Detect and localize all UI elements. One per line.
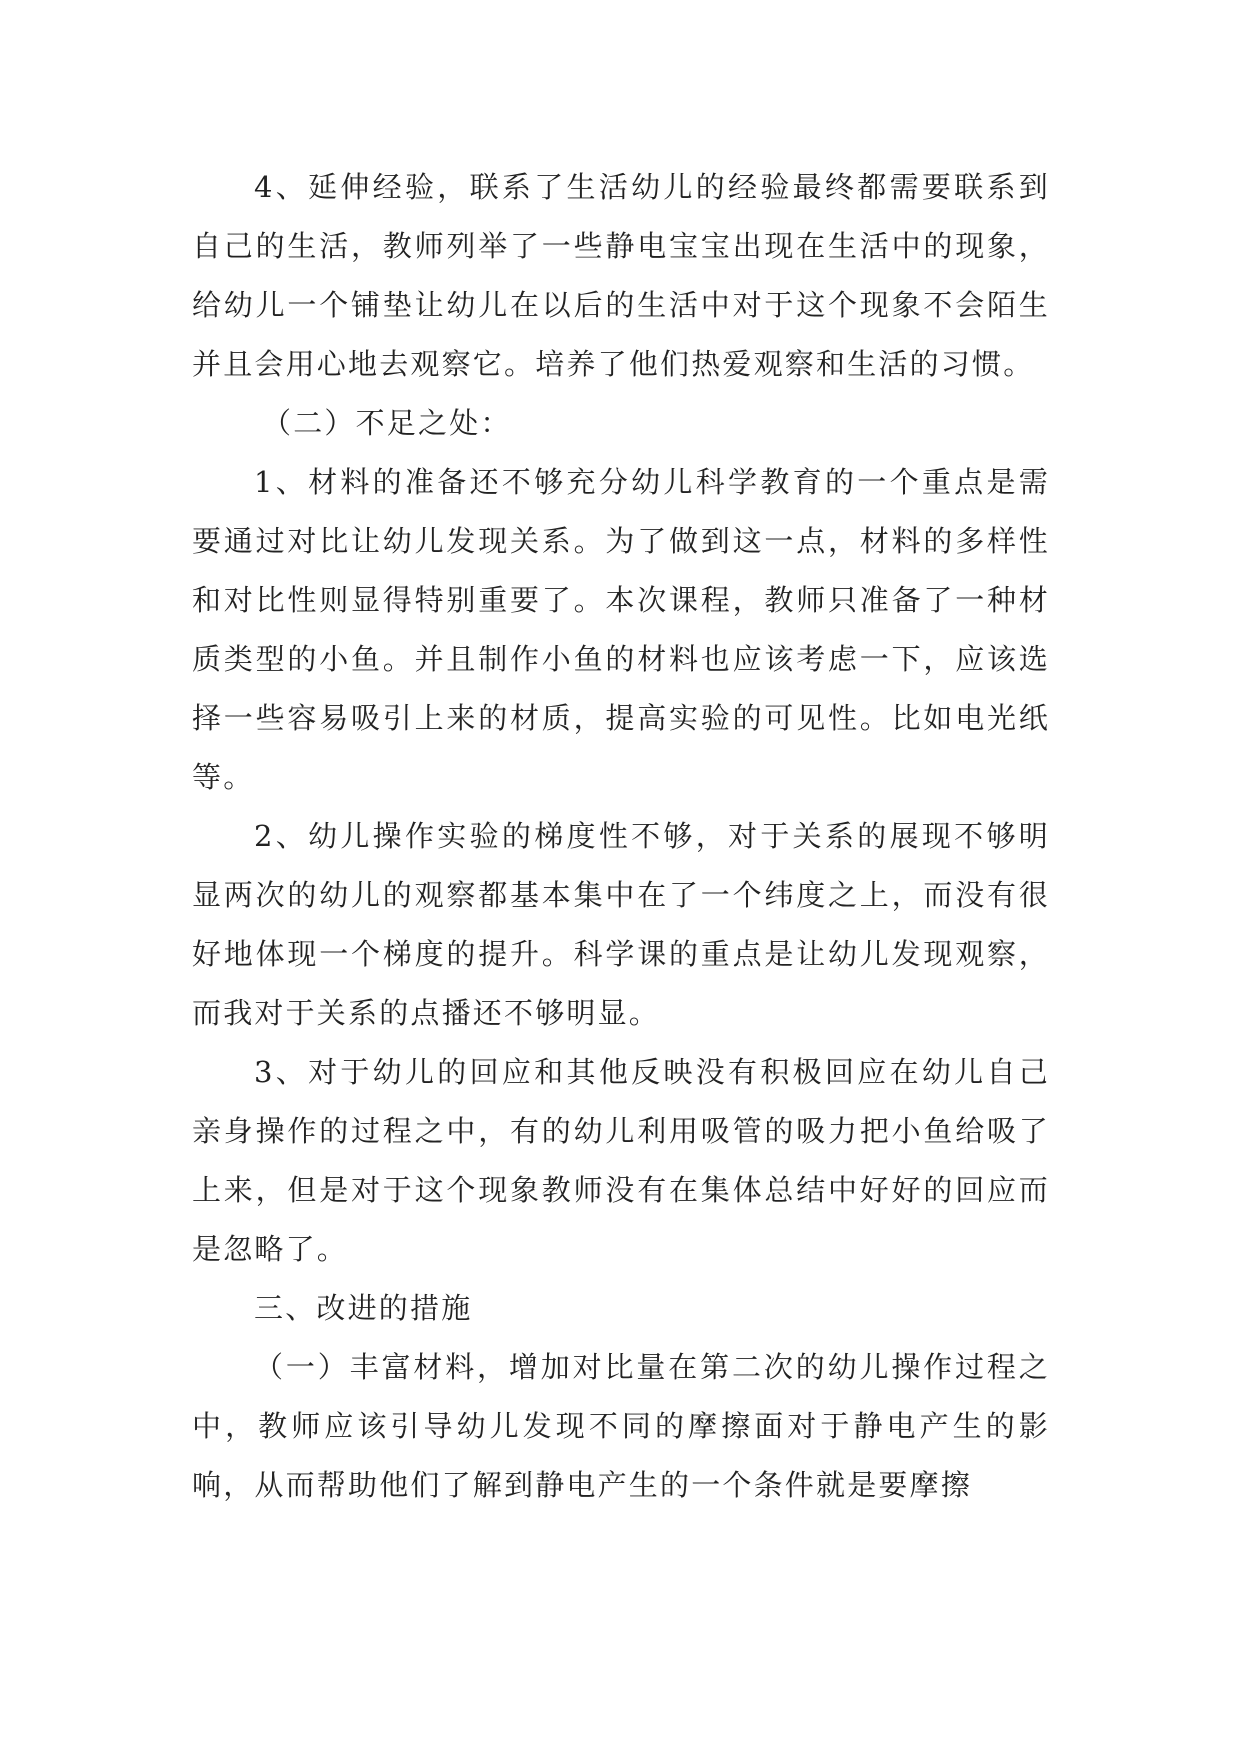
paragraph-enrich-materials: （一）丰富材料，增加对比量在第二次的幼儿操作过程之中，教师应该引导幼儿发现不同的摩擦面对于静电产生的影响，从而帮助他们了解到静电产生的一个条件就是要摩擦 <box>192 1350 1050 1502</box>
document-body <box>192 158 1050 1515</box>
paragraph-response: 3、对于幼儿的回应和其他反映没有积极回应在幼儿自己亲身操作的过程之中，有的幼儿利用吸管的吸力把小鱼给吸了上来，但是对于这个现象教师没有在集体总结中好好的回应而是忽略了。 <box>192 1055 1050 1266</box>
paragraph-extend-experience: 4、延伸经验，联系了生活幼儿的经验最终都需要联系到自己的生活，教师列举了一些静电宝宝出现在生活中的现象，给幼儿一个铺垫让幼儿在以后的生活中对于这个现象不会陌生并且会用心地去观察它。培养了他们热爱观察和生活的习惯。 <box>192 170 1050 381</box>
paragraph-gradient: 2、幼儿操作实验的梯度性不够，对于关系的展现不够明显两次的幼儿的观察都基本集中在了一个纬度之上，而没有很好地体现一个梯度的提升。科学课的重点是让幼儿发现观察，而我对于关系的点播还不够明显。 <box>192 819 1050 1030</box>
section-heading-shortcomings: （二）不足之处： <box>262 406 512 440</box>
paragraph-materials: 1、材料的准备还不够充分幼儿科学教育的一个重点是需要通过对比让幼儿发现关系。为了做到这一点，材料的多样性和对比性则显得特别重要了。本次课程，教师只准备了一种材质类型的小鱼。并且制作小鱼的材料也应该考虑一下，应该选择一些容易吸引上来的材质，提高实验的可见性。比如电光纸等。 <box>192 465 1050 794</box>
section-heading-improvements: 三、改进的措施 <box>254 1291 473 1325</box>
